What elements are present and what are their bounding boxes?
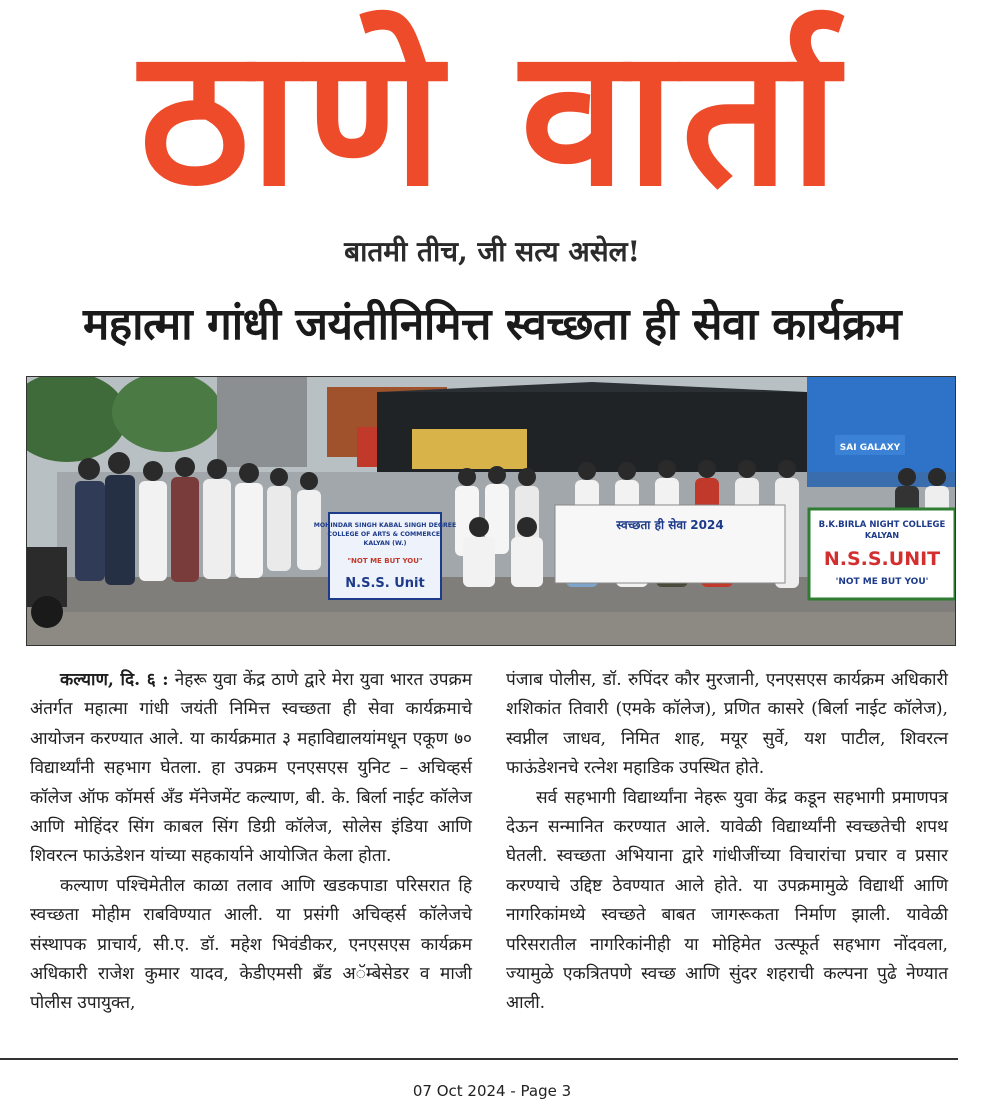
article-paragraph-2-continued: पंजाब पोलीस, डॉ. रुपिंदर कौर मुरजानी, एनएसएस कार्यक्रम अधिकारी शशिकांत तिवारी (एमके कॉलेज), प्रणित कासरे (बिर्ला नाईट कॉलेज), स्वप्नील जाधव, निमित शाह, मयूर सुर्वे, यश पाटील, शिवरत्न फाऊंडेशनचे रत्नेश महाडिक उपस्थित होते.: [506, 670, 948, 779]
newspaper-tagline: बातमी तीच, जी सत्य असेल!: [344, 235, 640, 268]
paragraph-1-body: नेहरू युवा केंद्र ठाणे द्वारे मेरा युवा भारत उपक्रम अंतर्गत महात्मा गांधी जयंती निमित्त स्वच्छता ही सेवा कार्यक्रमाचे आयोजन करण्यात आले. या कार्यक्रमात ३ महाविद्यालयांमधून एकूण ७० विद्यार्थ्यांनी सहभाग घेतला. हा उपक्रम एनएसएस युनिट – अचिव्हर्स कॉलेज ऑफ कॉमर्स अँड मॅनेजमेंट कल्याण, बी. के. बिर्ला नाईट कॉलेज आणि मोहिंदर सिंग काबल सिंग डिग्री कॉलेज, सोलेस इंडिया आणि शिवरत्न फाऊंडेशन यांच्या सहकार्याने आयोजित केला होता.: [30, 670, 472, 867]
group-photo-illustration: [27, 377, 955, 645]
right-banner-unit: N.S.S.UNIT: [823, 548, 941, 570]
article-column-right: [506, 666, 948, 1019]
left-banner-line2: COLLEGE OF ARTS & COMMERCE,: [327, 531, 443, 538]
article-headline: महात्मा गांधी जयंतीनिमित्त स्वच्छता ही सेवा कार्यक्रम: [82, 299, 902, 350]
article-column-left: [30, 666, 472, 1019]
center-banner-title: स्वच्छता ही सेवा 2024: [616, 518, 724, 532]
left-banner-line1: MOHINDAR SINGH KABAL SINGH DEGREE: [313, 522, 457, 529]
article-paragraph-2: कल्याण पश्चिमेतील काळा तलाव आणि खडकपाडा परिसरात हि स्वच्छता मोहीम राबविण्यात आली. या प्रसंगी अचिव्हर्स कॉलेजचे संस्थापक प्राचार्य, सी.ए. डॉ. महेश भिवंडीकर, एनएसएस कार्यक्रम अधिकारी राजेश कुमार यादव, केडीएमसी ब्रँड अॅम्बेसेडर व माजी पोलीस उपायुक्त,: [30, 875, 472, 1014]
footer-divider: [0, 1058, 958, 1060]
article-paragraph-1: [30, 666, 472, 872]
masthead: [0, 0, 984, 268]
article-paragraph-3: सर्व सहभागी विद्यार्थ्यांना नेहरू युवा केंद्र कडून सहभागी प्रमाणपत्र देऊन सन्मानित करण्यात आले. यावेळी विद्यार्थ्यांनी स्वच्छतेची शपथ घेतली. स्वच्छता अभियाना द्वारे गांधीजींच्या विचारांचा प्रचार व प्रसार करण्याचे उद्दिष्ट ठेवण्यात आले होते. या उपक्रमामुळे विद्यार्थी आणि नागरिकांमध्ये स्वच्छते बाबत जागरूकता निर्माण झाली. यावेळी परिसरातील नागरिकांनीही या मोहिमेत उत्स्फूर्त सहभाग नोंदवला, ज्यामुळे एकत्रितपणे स्वच्छ आणि सुंदर शहराची कल्पना पुढे नेण्यात आली.: [506, 787, 948, 1014]
left-banner-line3: KALYAN (W.): [363, 540, 407, 547]
right-banner-slogan: 'NOT ME BUT YOU': [835, 577, 929, 587]
page-footer: 07 Oct 2024 - Page 3: [412, 1082, 572, 1100]
newspaper-title: ठाणे वार्ता: [139, 7, 845, 228]
article-photo: [26, 376, 956, 646]
left-banner-slogan: "NOT ME BUT YOU": [347, 557, 423, 565]
shop-sign-text: SAI GALAXY: [839, 443, 901, 453]
left-banner-unit: N.S.S. Unit: [345, 576, 425, 591]
right-banner-city: KALYAN: [864, 531, 900, 540]
right-banner-college: B.K.BIRLA NIGHT COLLEGE: [818, 520, 946, 530]
dateline: कल्याण, दि. ६ :: [60, 670, 169, 690]
